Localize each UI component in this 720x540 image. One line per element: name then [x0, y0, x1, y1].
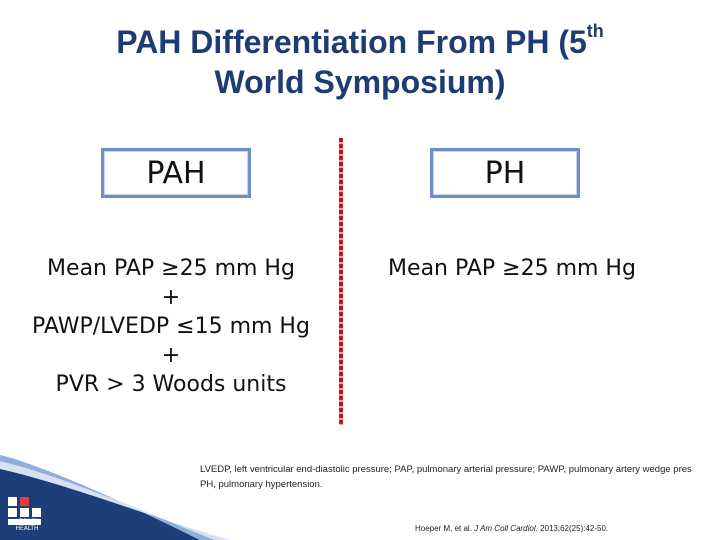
title-text-1: PAH Differentiation From PH (5 — [116, 24, 587, 60]
ph-criteria — [372, 254, 652, 283]
pah-criterion-plus: + — [161, 285, 181, 310]
ph-box-label: PH — [484, 155, 526, 191]
citation-authors: Hoeper M, et al. — [415, 524, 475, 533]
citation-journal: J Am Coll Cardiol — [474, 524, 536, 533]
citation-details: . 2013;62(25):42-50. — [535, 524, 609, 533]
footnote-line-2: PH, pulmonary hypertension. — [200, 479, 323, 490]
title-line-1 — [0, 22, 720, 62]
abbreviations-footnote — [200, 462, 720, 492]
pah-criterion: PAWP/LVEDP ≤15 mm Hg — [32, 314, 310, 339]
ph-criterion: Mean PAP ≥25 mm Hg — [388, 256, 636, 281]
pah-criterion-plus: + — [161, 343, 181, 368]
logo-text — [10, 518, 44, 532]
citation — [415, 524, 608, 533]
vertical-divider — [339, 138, 343, 425]
pah-criterion: PVR > 3 Woods units — [55, 372, 287, 397]
footnote-line-1: LVEDP, left ventricular end-diastolic pressure; PAP, pulmonary arterial pressure; PAWP, pulmonary artery wedge pres — [200, 464, 692, 475]
title-superscript: th — [586, 21, 604, 41]
pah-box — [101, 148, 251, 198]
pah-criteria — [6, 254, 336, 399]
pah-criterion: Mean PAP ≥25 mm Hg — [47, 256, 295, 281]
title-line-2: World Symposium) — [214, 64, 506, 100]
slide-title — [0, 22, 720, 102]
logo-text-line-1: LEGACY — [15, 518, 39, 525]
pah-box-label: PAH — [146, 155, 206, 191]
logo-text-line-2: HEALTH — [15, 525, 39, 532]
ph-box — [430, 148, 580, 198]
